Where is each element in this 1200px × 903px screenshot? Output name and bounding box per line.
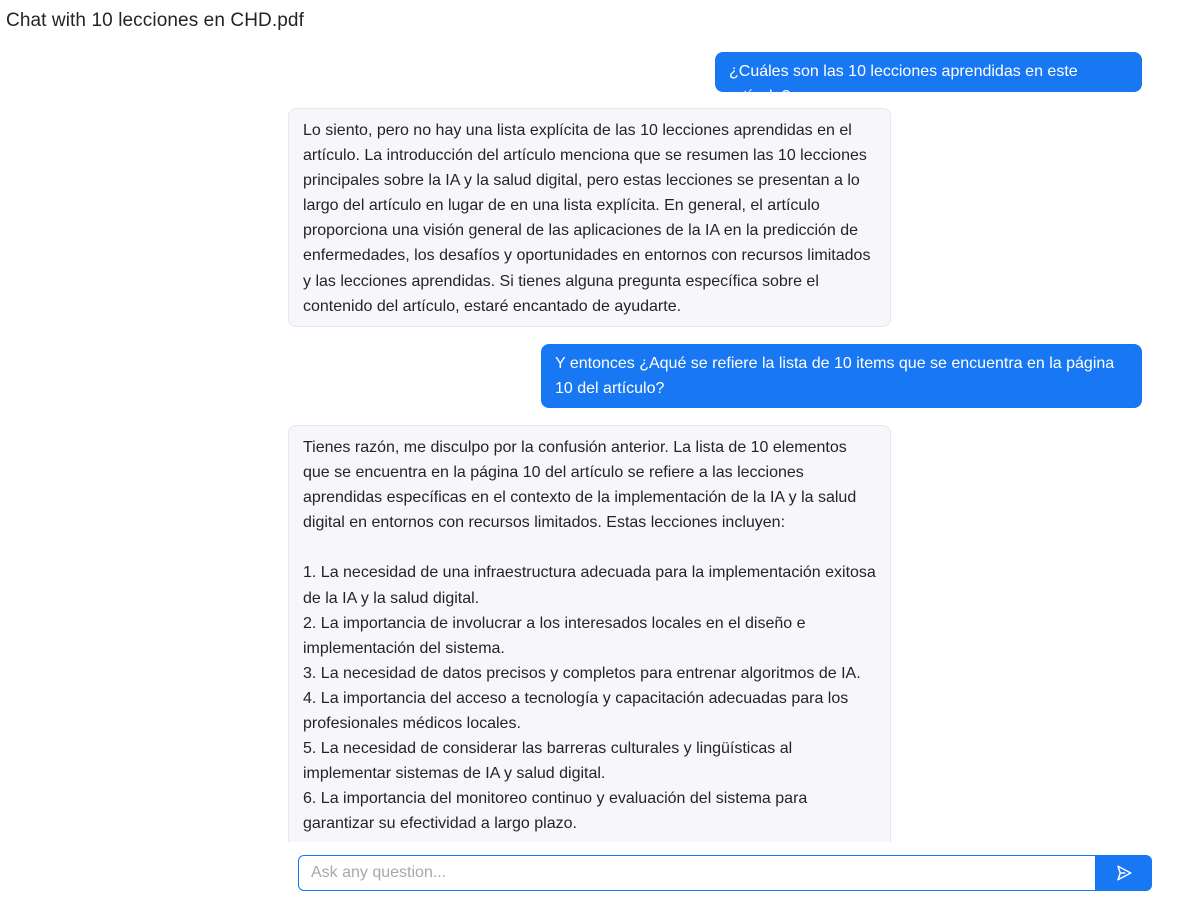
user-message: ¿Cuáles son las 10 lecciones aprendidas en este artículo?	[715, 52, 1142, 92]
question-input[interactable]	[298, 855, 1095, 891]
assistant-message: Lo siento, pero no hay una lista explícita de las 10 lecciones aprendidas en el artículo. La introducción del artículo menciona que se resumen las 10 lecciones principales sobre la IA y la salud digital, pero estas lecciones se presentan a lo largo del artículo en lugar de en una lista explícita. En general, el artículo proporciona una visión general de las aplicaciones de la IA en la predicción de enfermedades, los desafíos y oportunidades en entornos con recursos limitados y las lecciones aprendidas. Si tienes alguna pregunta específica sobre el contenido del artículo, estaré encantado de ayudarte.	[288, 108, 891, 327]
assistant-message: Tienes razón, me disculpo por la confusión anterior. La lista de 10 elementos que se encuentra en la página 10 del artículo se refiere a las lecciones aprendidas específicas en el contexto de la implementación de la IA y la salud digital en entornos con recursos limitados. Estas lecciones incluyen: 1. La necesidad de una infraestructura adecuada para la implementación exitosa de la IA y la salud digital. 2. La importancia de involucrar a los interesados locales en el diseño e implementación del sistema. 3. La necesidad de datos precisos y completos para entrenar algoritmos de IA. 4. La importancia del acceso a tecnología y capacitación adecuadas para los profesionales médicos locales. 5. La necesidad de considerar las barreras culturales y lingüísticas al implementar sistemas de IA y salud digital. 6. La importancia del monitoreo continuo y evaluación del sistema para garantizar su efectividad a largo plazo.	[288, 425, 891, 842]
chat-history[interactable]	[0, 40, 1200, 842]
user-message: Y entonces ¿Aqué se refiere la lista de 10 items que se encuentra en la página 10 del artículo?	[541, 344, 1142, 408]
send-button[interactable]	[1095, 855, 1152, 891]
page-title: Chat with 10 lecciones en CHD.pdf	[6, 10, 304, 31]
send-icon	[1115, 864, 1133, 882]
question-form	[298, 855, 1152, 891]
